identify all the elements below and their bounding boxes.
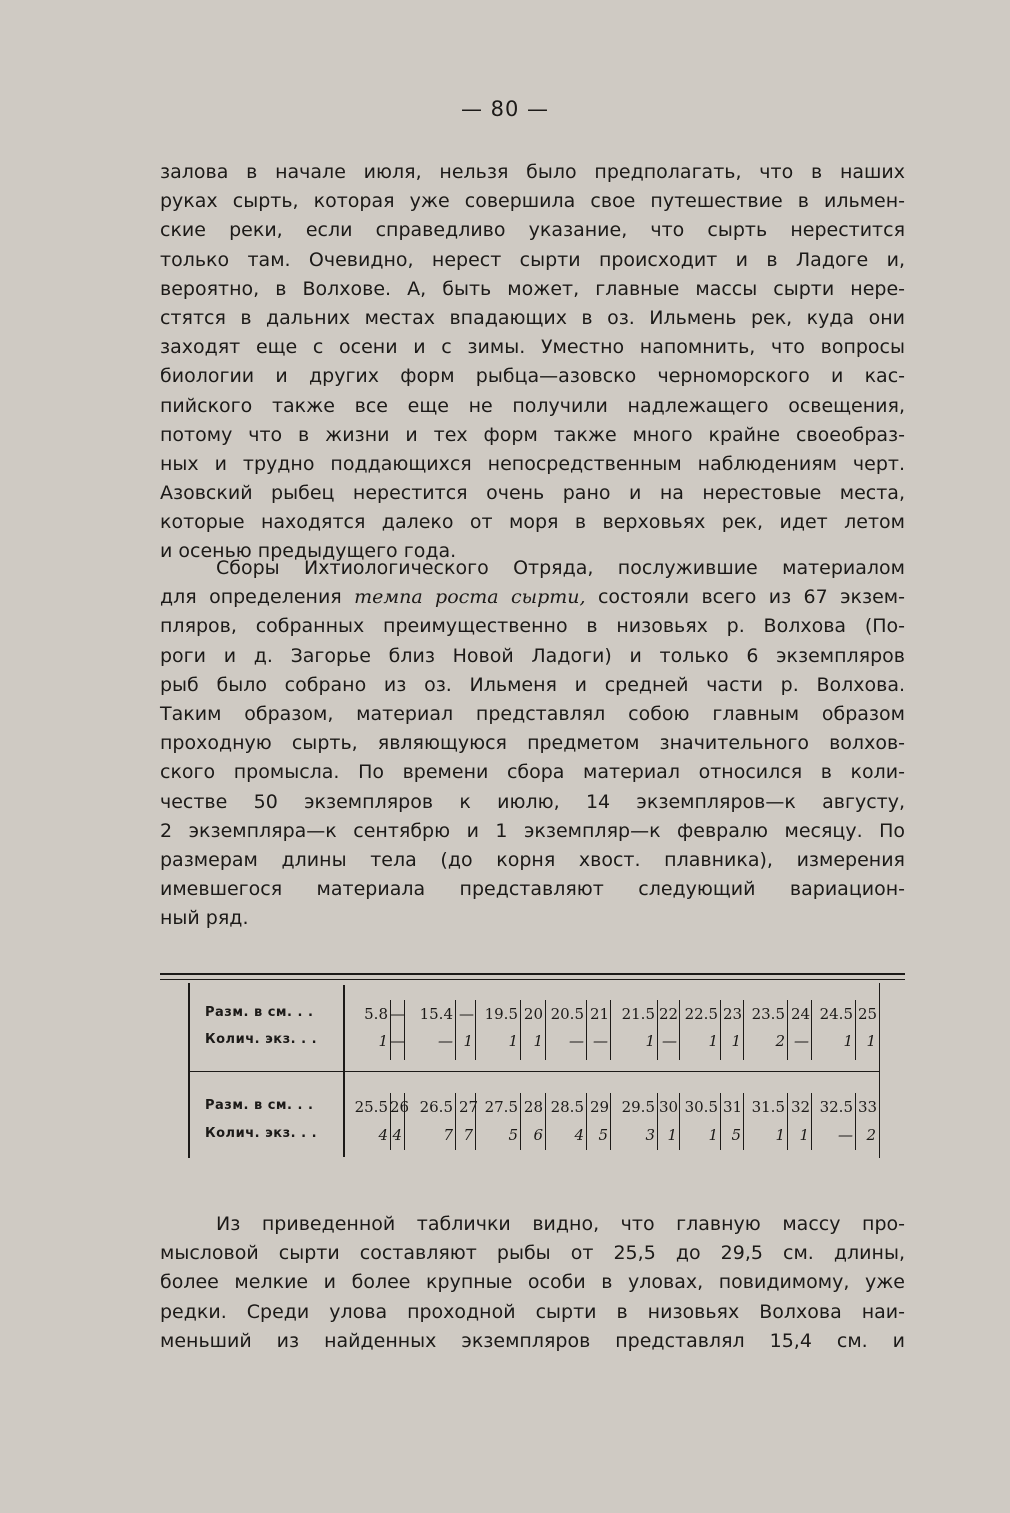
- count-cell: —: [838, 1126, 853, 1144]
- size-cell: 24: [791, 1005, 811, 1023]
- table-row-divider: [190, 1071, 880, 1072]
- size-cell: 21: [590, 1005, 610, 1023]
- text-line: стятся в дальних местах впадающих в оз. Ильмень рек, куда они: [160, 306, 905, 329]
- count-cell: —: [569, 1032, 584, 1050]
- count-cell: 4: [574, 1126, 584, 1144]
- column-divider: [787, 1093, 788, 1150]
- size-cell: 23: [723, 1005, 743, 1023]
- size-cell: 31: [723, 1098, 743, 1116]
- column-divider: [455, 1093, 456, 1150]
- size-cell: 21.5: [621, 1005, 655, 1023]
- size-cell: 28.5: [550, 1098, 584, 1116]
- count-cell: 1: [866, 1032, 876, 1050]
- size-cell: 25: [858, 1005, 878, 1023]
- size-cell: 26: [390, 1098, 410, 1116]
- text-line: вероятно, в Волхове. А, быть может, главные массы сырти нере-: [160, 277, 905, 300]
- column-divider: [679, 1093, 680, 1150]
- table-right-border: [879, 983, 880, 1158]
- count-cell: —: [662, 1032, 677, 1050]
- text-line: и осенью предыдущего года.: [160, 540, 457, 563]
- column-divider: [520, 1000, 521, 1060]
- italic-term: темпа роста сырти,: [354, 586, 586, 609]
- size-cell: 33: [858, 1098, 878, 1116]
- column-divider: [455, 1000, 456, 1060]
- text-line: ские реки, если справедливо указание, что сырть нерестится: [160, 219, 905, 242]
- text-line: Азовский рыбец нерестится очень рано и на нерестовые места,: [160, 482, 905, 505]
- count-cell: 1: [731, 1032, 741, 1050]
- column-divider: [743, 1093, 744, 1150]
- text-line: редки. Среди улова проходной сырти в низовьях Волхова наи-: [160, 1300, 905, 1323]
- column-divider: [743, 1000, 744, 1060]
- text-line: Таким образом, материал представлял собою главным образом: [160, 702, 905, 725]
- text-line: руках сырть, которая уже совершила свое путешествие в ильмен-: [160, 190, 905, 213]
- size-cell: 24.5: [819, 1005, 853, 1023]
- paragraph-1: [160, 158, 905, 567]
- size-cell: 19.5: [484, 1005, 518, 1023]
- column-divider: [720, 1000, 721, 1060]
- column-divider: [657, 1000, 658, 1060]
- text-line: более мелкие и более крупные особи в уловах, повидимому, уже: [160, 1271, 905, 1294]
- size-cell: 28: [523, 1098, 543, 1116]
- size-cell: 26.5: [419, 1098, 453, 1116]
- column-divider: [390, 1000, 391, 1060]
- count-cell: 2: [775, 1032, 785, 1050]
- column-divider: [657, 1093, 658, 1150]
- count-cell: 1: [645, 1032, 655, 1050]
- count-cell: 6: [533, 1126, 543, 1144]
- column-divider: [520, 1093, 521, 1150]
- size-cell: —: [459, 1005, 474, 1023]
- count-cell: 1: [708, 1032, 718, 1050]
- text-line: проходную сырть, являющуюся предметом значительного волхов-: [160, 732, 905, 755]
- table-label-separator: [343, 985, 345, 1157]
- column-divider: [679, 1000, 680, 1060]
- text-line: размерам длины тела (до корня хвост. плавника), измерения: [160, 848, 905, 871]
- size-cell: 30.5: [684, 1098, 718, 1116]
- size-cell: 20: [523, 1005, 543, 1023]
- size-label: Разм. в см. . .: [205, 1005, 314, 1020]
- size-cell: 29: [590, 1098, 610, 1116]
- text-line: ных и трудно поддающихся непосредственным наблюдениям черт.: [160, 452, 905, 475]
- column-divider: [404, 1093, 405, 1150]
- column-divider: [855, 1000, 856, 1060]
- size-cell: 25.5: [354, 1098, 388, 1116]
- count-cell: 2: [866, 1126, 876, 1144]
- text-line: которые находятся далеко от моря в верховьях рек, идет летом: [160, 511, 905, 534]
- count-cell: 1: [667, 1126, 677, 1144]
- size-cell: 15.4: [419, 1005, 453, 1023]
- column-divider: [545, 1000, 546, 1060]
- text-line: 2 экземпляра—к сентябрю и 1 экземпляр—к февралю месяцу. По: [160, 819, 905, 842]
- text-line: биологии и других форм рыбца—азовско черноморского и кас-: [160, 365, 905, 388]
- size-cell: 32: [791, 1098, 811, 1116]
- count-label: Колич. экз. . .: [205, 1126, 318, 1141]
- size-cell: 32.5: [819, 1098, 853, 1116]
- column-divider: [475, 1000, 476, 1060]
- column-divider: [545, 1093, 546, 1150]
- column-divider: [787, 1000, 788, 1060]
- text-line: ского промысла. По времени сбора материал относился в коли-: [160, 761, 905, 784]
- column-divider: [404, 1000, 405, 1060]
- text-line: меньший из найденных экземпляров представлял 15,4 см. и: [160, 1329, 905, 1352]
- count-cell: 4: [392, 1126, 402, 1144]
- paragraph-2: [160, 554, 905, 933]
- page-number: — 80 —: [460, 97, 550, 121]
- size-cell: 20.5: [550, 1005, 584, 1023]
- size-cell: 30: [659, 1098, 679, 1116]
- text-line: ный ряд.: [160, 907, 249, 930]
- count-cell: —: [794, 1032, 809, 1050]
- count-cell: 1: [799, 1126, 809, 1144]
- count-cell: 1: [775, 1126, 785, 1144]
- count-cell: —: [390, 1032, 405, 1050]
- size-cell: 5.8: [364, 1005, 388, 1023]
- column-divider: [475, 1093, 476, 1150]
- text-line: имевшегося материала представляют следующий вариацион-: [160, 878, 905, 901]
- text-line: рыб было собрано из оз. Ильменя и средней части р. Волхова.: [160, 673, 905, 696]
- text-line: пийского также все еще не получили надлежащего освещения,: [160, 394, 905, 417]
- text-fragment: состояли всего из 67 экзем-: [585, 586, 905, 609]
- text-line: роги и д. Загорье близ Новой Ладоги) и только 6 экземпляров: [160, 644, 905, 667]
- text-line: честве 50 экземпляров к июлю, 14 экземпляров—к августу,: [160, 790, 905, 813]
- column-divider: [720, 1093, 721, 1150]
- count-cell: —: [438, 1032, 453, 1050]
- count-cell: 1: [508, 1032, 518, 1050]
- size-cell: —: [390, 1005, 405, 1023]
- size-cell: 29.5: [621, 1098, 655, 1116]
- size-cell: 27: [459, 1098, 479, 1116]
- text-line: Сборы Ихтиологического Отряда, послужившие материалом: [216, 557, 905, 579]
- count-cell: —: [593, 1032, 608, 1050]
- count-cell: 5: [598, 1126, 608, 1144]
- column-divider: [610, 1000, 611, 1060]
- text-line: [160, 583, 905, 612]
- text-line: потому что в жизни и тех форм также много крайне своеобраз-: [160, 423, 905, 446]
- count-cell: 7: [463, 1126, 473, 1144]
- count-cell: 4: [378, 1126, 388, 1144]
- count-cell: 1: [463, 1032, 473, 1050]
- column-divider: [855, 1093, 856, 1150]
- size-cell: 22: [659, 1005, 679, 1023]
- size-cell: 31.5: [751, 1098, 785, 1116]
- column-divider: [610, 1093, 611, 1150]
- text-line: только там. Очевидно, нерест сырти происходит и в Ладоге и,: [160, 248, 905, 271]
- text-line: залова в начале июля, нельзя было предполагать, что в наших: [160, 161, 905, 183]
- column-divider: [586, 1000, 587, 1060]
- paragraph-3: [160, 1210, 905, 1356]
- column-divider: [586, 1093, 587, 1150]
- count-cell: 7: [443, 1126, 453, 1144]
- count-cell: 1: [378, 1032, 388, 1050]
- count-cell: 1: [533, 1032, 543, 1050]
- count-cell: 1: [843, 1032, 853, 1050]
- count-cell: 5: [508, 1126, 518, 1144]
- text-fragment: для определения: [160, 586, 355, 609]
- count-cell: 3: [645, 1126, 655, 1144]
- text-line: мысловой сырти составляют рыбы от 25,5 до 29,5 см. длины,: [160, 1242, 905, 1265]
- text-line: заходят еще с осени и с зимы. Уместно напомнить, что вопросы: [160, 336, 905, 359]
- count-label: Колич. экз. . .: [205, 1032, 318, 1047]
- column-divider: [390, 1093, 391, 1150]
- text-line: пляров, собранных преимущественно в низовьях р. Волхова (По-: [160, 615, 905, 638]
- table-top-rule-thin: [160, 979, 905, 980]
- column-divider: [811, 1093, 812, 1150]
- table-top-rule: [160, 973, 905, 975]
- size-cell: 23.5: [751, 1005, 785, 1023]
- size-cell: 22.5: [684, 1005, 718, 1023]
- text-line: Из приведенной таблички видно, что главную массу про-: [216, 1213, 905, 1235]
- count-cell: 5: [731, 1126, 741, 1144]
- size-label: Разм. в см. . .: [205, 1098, 314, 1113]
- size-cell: 27.5: [484, 1098, 518, 1116]
- column-divider: [811, 1000, 812, 1060]
- table-left-border: [188, 983, 190, 1158]
- count-cell: 1: [708, 1126, 718, 1144]
